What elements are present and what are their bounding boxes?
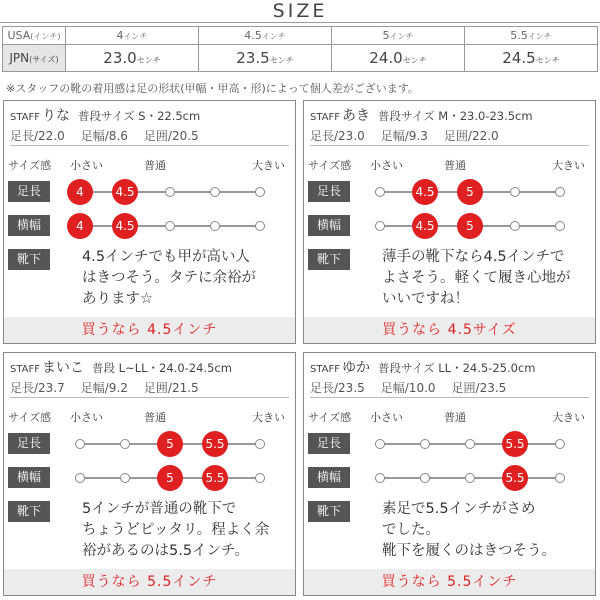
width-label: 横幅 — [8, 467, 50, 488]
comment-line: あります☆ — [82, 291, 153, 307]
size-mark: 4.5 — [112, 179, 138, 205]
staff-name: りな — [42, 108, 71, 124]
size-mark: 5.5 — [202, 465, 228, 491]
staff-comment — [382, 499, 587, 562]
comment-line: 裕があるのは5.5インチ。 — [82, 543, 250, 559]
staff-card — [3, 100, 296, 344]
fit-scale — [370, 431, 570, 457]
width-label: 横幅 — [8, 215, 50, 236]
foot-measurements — [10, 127, 291, 144]
scale-header — [308, 157, 591, 171]
size-mark: 4 — [67, 179, 93, 205]
usa-label: USA — [7, 29, 31, 42]
fit-label: サイズ感 — [308, 159, 352, 172]
fit-scale — [70, 431, 270, 457]
fit-label: サイズ感 — [8, 159, 52, 172]
card-divider — [310, 397, 589, 398]
usual-size: 普段サイズ LL・24.5-25.0cm — [378, 361, 536, 375]
fit-label: サイズ感 — [308, 411, 352, 424]
comment-line: でした。 — [382, 522, 440, 538]
jpn-cell: 24.5センチ — [465, 45, 598, 72]
size-mark: 5 — [457, 179, 483, 205]
scale-dot — [255, 187, 265, 197]
fit-scale — [370, 213, 570, 239]
usa-cell: 5インチ — [332, 27, 465, 45]
comment-line: 薄手の靴下なら4.5インチで — [382, 249, 565, 265]
staff-card — [3, 352, 296, 596]
size-mark: 4 — [67, 213, 93, 239]
scale-dot — [465, 439, 475, 449]
scale-dot — [555, 473, 565, 483]
scale-dot — [375, 187, 385, 197]
scale-dot — [210, 221, 220, 231]
scale-dot — [165, 187, 175, 197]
scale-dot — [375, 473, 385, 483]
usual-size: 普段サイズ M・23.0-23.5cm — [378, 109, 533, 123]
usa-cell: 4インチ — [66, 27, 199, 45]
recommendation-bar: 買うなら 4.5インチ — [4, 317, 295, 343]
staff-label: STAFF — [310, 364, 341, 375]
size-conversion-table — [2, 26, 598, 72]
comment-line: いいですね！ — [382, 291, 469, 307]
scale-dot — [555, 439, 565, 449]
fit-scale — [70, 213, 270, 239]
scale-dot — [555, 187, 565, 197]
usual-size: 普段サイズ S・22.5cm — [78, 109, 201, 123]
small-label: 小さい — [370, 159, 403, 172]
jpn-cell: 23.5センチ — [199, 45, 332, 72]
width-label: 横幅 — [308, 467, 350, 488]
fit-scale — [370, 465, 570, 491]
jpn-cell: 23.0センチ — [66, 45, 199, 72]
recommendation-bar: 買うなら 4.5サイズ — [304, 317, 595, 343]
scale-dot — [555, 221, 565, 231]
staff-name: まいこ — [42, 360, 85, 376]
size-mark: 5.5 — [502, 465, 528, 491]
scale-dot — [120, 439, 130, 449]
usa-row — [3, 27, 598, 45]
size-mark: 5.5 — [202, 431, 228, 457]
usa-header — [3, 27, 66, 45]
normal-label: 普通 — [444, 159, 466, 172]
comment-line: はきつそう。タテに余裕が — [82, 270, 256, 286]
small-label: 小さい — [370, 411, 403, 424]
usa-cell: 5.5インチ — [465, 27, 598, 45]
jpn-row — [3, 45, 598, 72]
comment-line: 4.5インチでも甲が高い人 — [82, 249, 251, 265]
comment-line: 靴下を履くのはきつそう。 — [382, 543, 556, 559]
large-label: 大きい — [552, 159, 585, 172]
title-divider — [0, 22, 600, 23]
staff-card — [303, 352, 596, 596]
staff-header — [10, 357, 291, 377]
scale-header — [308, 409, 591, 423]
width-label: 横幅 — [308, 215, 350, 236]
scale-dot — [255, 221, 265, 231]
page-title: SIZE — [272, 0, 328, 22]
scale-dot — [165, 221, 175, 231]
measurement: 足長/23.0 — [310, 129, 365, 143]
size-mark: 4.5 — [412, 213, 438, 239]
fit-label: サイズ感 — [8, 411, 52, 424]
fit-scale — [70, 465, 270, 491]
comment-line: よさそう。軽くて履き心地が — [382, 270, 571, 286]
staff-comment — [82, 499, 287, 562]
jpn-unit: (サイズ) — [29, 55, 59, 64]
measurement: 足幅/9.3 — [380, 129, 428, 143]
comment-line: 素足で5.5インチがさめ — [382, 501, 536, 517]
foot-measurements — [310, 379, 591, 396]
length-label: 足長 — [8, 181, 50, 202]
staff-comment — [382, 247, 587, 310]
scale-dot — [510, 221, 520, 231]
measurement: 足幅/9.2 — [80, 381, 128, 395]
staff-header — [310, 357, 591, 377]
staff-label: STAFF — [10, 364, 41, 375]
large-label: 大きい — [252, 411, 285, 424]
measurement: 足囲/21.5 — [143, 381, 199, 395]
card-divider — [10, 397, 289, 398]
size-mark: 4.5 — [112, 213, 138, 239]
card-divider — [310, 145, 589, 146]
staff-comment — [82, 247, 287, 310]
measurement: 足囲/22.0 — [443, 129, 499, 143]
measurement: 足幅/8.6 — [80, 129, 128, 143]
measurement: 足長/23.5 — [310, 381, 365, 395]
length-label: 足長 — [308, 433, 350, 454]
recommendation-bar: 買うなら 5.5インチ — [304, 569, 595, 595]
scale-header — [8, 157, 291, 171]
socks-label: 靴下 — [8, 249, 50, 270]
scale-dot — [420, 439, 430, 449]
staff-header — [310, 105, 591, 125]
measurement: 足囲/23.5 — [451, 381, 507, 395]
staff-card — [303, 100, 596, 344]
small-label: 小さい — [70, 159, 103, 172]
size-mark: 5.5 — [502, 431, 528, 457]
scale-dot — [210, 187, 220, 197]
usa-unit: (インチ) — [30, 32, 61, 41]
staff-header — [10, 105, 291, 125]
usa-cell: 4.5インチ — [199, 27, 332, 45]
large-label: 大きい — [252, 159, 285, 172]
size-mark: 5 — [157, 465, 183, 491]
foot-measurements — [10, 379, 291, 396]
measurement: 足幅/10.0 — [380, 381, 436, 395]
large-label: 大きい — [552, 411, 585, 424]
size-mark: 4.5 — [412, 179, 438, 205]
socks-label: 靴下 — [308, 501, 350, 522]
scale-dot — [420, 473, 430, 483]
small-label: 小さい — [70, 411, 103, 424]
normal-label: 普通 — [444, 411, 466, 424]
staff-name: ゆか — [342, 360, 371, 376]
usual-size: 普段 L~LL・24.0-24.5cm — [92, 361, 232, 375]
scale-dot — [120, 473, 130, 483]
scale-dot — [75, 439, 85, 449]
scale-dot — [510, 187, 520, 197]
size-mark: 5 — [157, 431, 183, 457]
comment-line: 5インチが普通の靴下で — [82, 501, 237, 517]
scale-dot — [255, 439, 265, 449]
fit-disclaimer: ※スタッフの靴の着用感は足の形状(甲幅・甲高・形)によって個人差がございます。 — [6, 82, 419, 95]
size-mark: 5 — [457, 213, 483, 239]
recommendation-bar: 買うなら 5.5インチ — [4, 569, 295, 595]
socks-label: 靴下 — [8, 501, 50, 522]
staff-label: STAFF — [310, 112, 341, 123]
scale-dot — [465, 473, 475, 483]
measurement: 足長/22.0 — [10, 129, 65, 143]
scale-header — [8, 409, 291, 423]
normal-label: 普通 — [144, 159, 166, 172]
measurement: 足囲/20.5 — [143, 129, 199, 143]
fit-scale — [370, 179, 570, 205]
staff-label: STAFF — [10, 112, 41, 123]
jpn-header — [3, 45, 66, 72]
scale-dot — [75, 473, 85, 483]
comment-line: ちょうどピッタリ。程よく余 — [82, 522, 270, 538]
foot-measurements — [310, 127, 591, 144]
jpn-cell: 24.0センチ — [332, 45, 465, 72]
socks-label: 靴下 — [308, 249, 350, 270]
jpn-label: JPN — [9, 51, 30, 65]
scale-dot — [375, 221, 385, 231]
staff-name: あき — [342, 108, 371, 124]
normal-label: 普通 — [144, 411, 166, 424]
scale-dot — [375, 439, 385, 449]
fit-scale — [70, 179, 270, 205]
scale-dot — [255, 473, 265, 483]
length-label: 足長 — [8, 433, 50, 454]
length-label: 足長 — [308, 181, 350, 202]
measurement: 足長/23.7 — [10, 381, 65, 395]
card-divider — [10, 145, 289, 146]
